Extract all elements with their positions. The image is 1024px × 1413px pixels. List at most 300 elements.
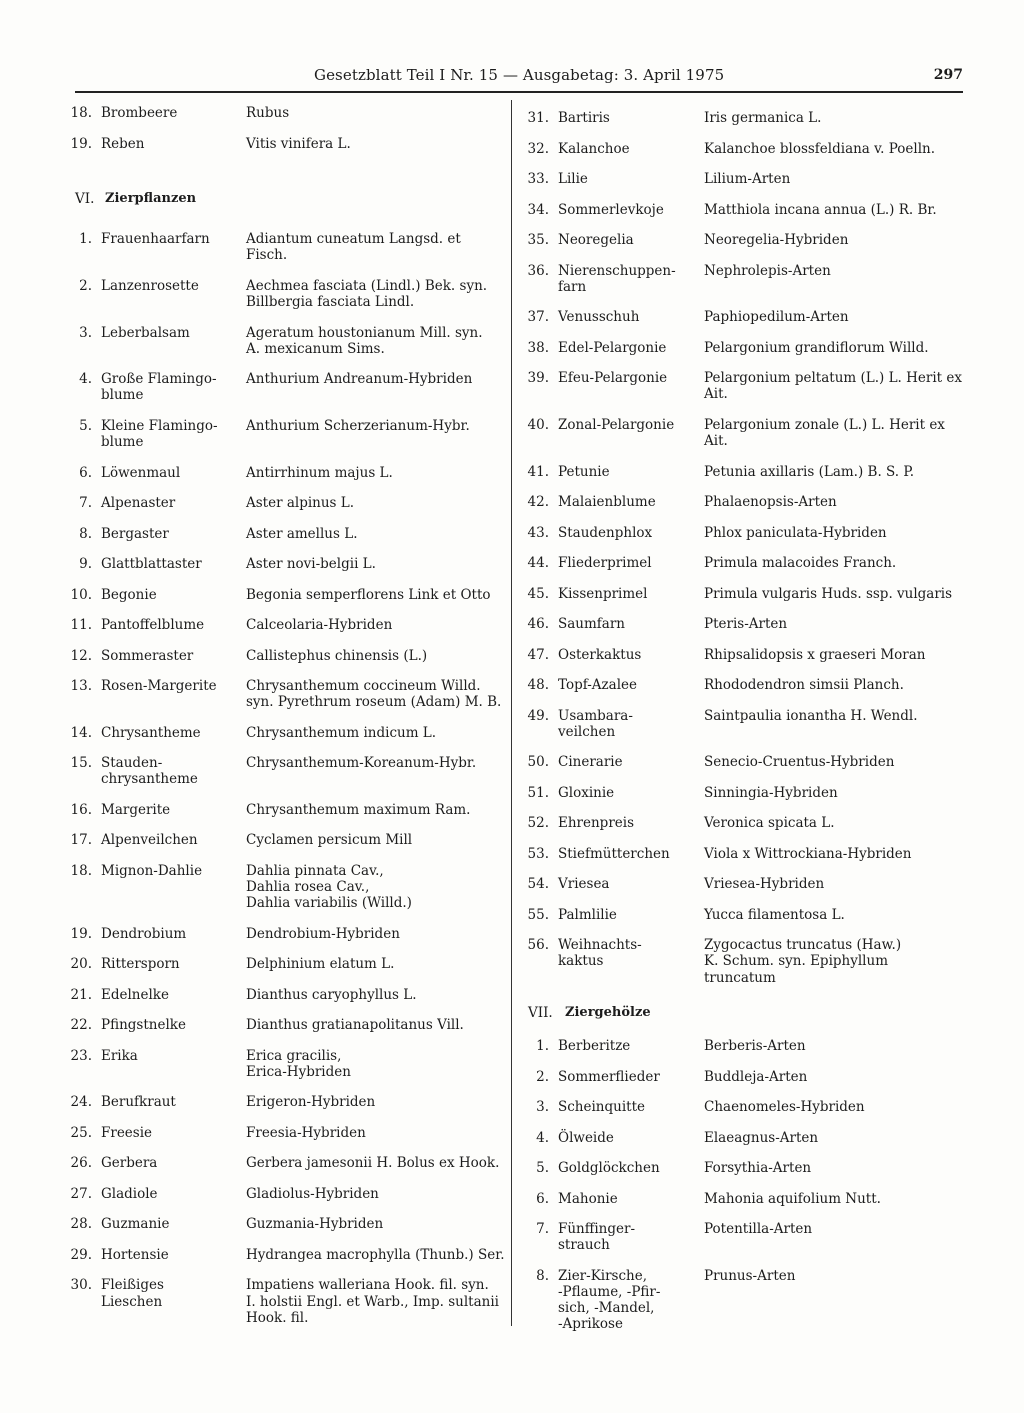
plant-entry [59, 526, 511, 557]
entry-number: 14. [70, 724, 92, 741]
plant-entry [59, 1094, 511, 1125]
common-name-line: Glattblattaster [101, 556, 202, 573]
common-name [558, 1160, 704, 1176]
common-name-line: Petunie [558, 463, 610, 480]
plant-entry [59, 863, 511, 926]
plant-entry [59, 1048, 511, 1095]
botanical-name-line: Neoregelia-Hybriden [704, 232, 849, 248]
common-name-line: Bartiris [558, 110, 610, 126]
plant-entry [516, 815, 1016, 846]
common-name-line: kaktus [558, 953, 604, 970]
botanical-name-line: Paphiopedilum-Arten [704, 309, 849, 326]
plant-entry [516, 141, 1016, 172]
plant-entry [59, 278, 511, 325]
botanical-name-line: Chaenomeles-Hybriden [704, 1099, 865, 1116]
common-name-line: Alpenveilchen [101, 832, 198, 849]
plant-entry [516, 876, 1016, 907]
common-name-line: Cinerarie [558, 754, 623, 771]
plant-entry [59, 1216, 511, 1247]
common-name [558, 1069, 704, 1085]
entry-number: 4. [79, 371, 92, 388]
common-name [558, 417, 704, 433]
plant-entry [516, 586, 1016, 617]
botanical-name-line: Kalanchoe blossfeldiana v. Poelln. [704, 140, 936, 157]
botanical-name-line: Ait. [704, 386, 728, 403]
common-name [101, 278, 246, 294]
common-name-line: Leberbalsam [101, 324, 190, 341]
botanical-name-line: Berberis-Arten [704, 1038, 806, 1055]
botanical-name-line: K. Schum. syn. Epiphyllum [704, 953, 888, 970]
botanical-name-line: Buddleja-Arten [704, 1068, 808, 1085]
botanical-name [704, 647, 925, 663]
entry-number: 46. [527, 616, 549, 633]
entry-number: 54. [527, 876, 549, 893]
botanical-name [704, 464, 914, 480]
botanical-name-line: Matthiola incana annua (L.) R. Br. [704, 201, 937, 218]
botanical-name [246, 832, 412, 848]
botanical-name [246, 526, 357, 542]
common-name-line: Große Flamingo- [101, 371, 217, 388]
entry-number: 1. [79, 231, 92, 248]
botanical-name [246, 587, 491, 603]
botanical-name-line: Potentilla-Arten [704, 1221, 813, 1238]
header-rule [75, 91, 963, 93]
common-name-line: Rosen-Margerite [101, 678, 217, 695]
plant-entry [516, 754, 1016, 785]
botanical-name-line: Nephrolepis-Arten [704, 262, 831, 279]
common-name [101, 1216, 246, 1232]
left-column [59, 105, 511, 1340]
plant-entry [59, 1277, 511, 1340]
entry-number: 9. [79, 556, 92, 573]
entry-number: 8. [79, 525, 92, 542]
plant-entry [516, 785, 1016, 816]
common-name-line: Margerite [101, 801, 171, 818]
entry-number: 7. [79, 495, 92, 512]
common-name [101, 755, 246, 787]
common-name [558, 525, 704, 541]
common-name [101, 863, 246, 879]
botanical-name-line: Dianthus caryophyllus L. [246, 986, 417, 1003]
botanical-name [704, 309, 849, 325]
page-number: 297 [933, 67, 963, 83]
plant-entry [516, 202, 1016, 233]
common-name-line: Kleine Flamingo- [101, 417, 218, 434]
common-name [101, 1048, 246, 1064]
botanical-name [246, 1155, 499, 1171]
common-name-line: Fliederprimel [558, 555, 652, 572]
entry-number: 18. [70, 862, 92, 879]
common-name-line: Erika [101, 1047, 138, 1064]
common-name-line: Löwenmaul [101, 464, 181, 481]
botanical-name [246, 725, 436, 741]
plant-entry [516, 1130, 1016, 1161]
botanical-name [704, 1038, 806, 1054]
entry-number: 19. [70, 925, 92, 942]
botanical-name [246, 802, 470, 818]
plant-entry [59, 556, 511, 587]
botanical-name [704, 525, 887, 541]
common-name-line: Begonie [101, 586, 157, 603]
common-name [101, 617, 246, 633]
common-name-line: Stiefmütterchen [558, 845, 670, 862]
botanical-name-line: Pelargonium zonale (L.) L. Herit ex [704, 416, 945, 433]
botanical-name-line: Dendrobium-Hybriden [246, 925, 400, 942]
common-name [101, 105, 246, 121]
common-name [558, 1099, 704, 1115]
common-name-line: Osterkaktus [558, 646, 642, 663]
common-name-line: Guzmanie [101, 1216, 170, 1233]
botanical-name-line: Pelargonium grandiflorum Willd. [704, 339, 929, 356]
botanical-name [704, 616, 787, 632]
botanical-name-line: Dahlia rosea Cav., [246, 879, 370, 896]
botanical-name [704, 754, 894, 770]
common-name [558, 141, 704, 157]
entry-number: 3. [536, 1099, 549, 1116]
botanical-name [246, 1186, 379, 1202]
common-name-line: Nierenschuppen- [558, 262, 676, 279]
botanical-name [246, 648, 427, 664]
entry-number: 22. [70, 1017, 92, 1034]
common-name [101, 231, 246, 247]
entry-number: 20. [70, 956, 92, 973]
common-name [558, 708, 704, 740]
botanical-name [246, 278, 487, 310]
common-name [558, 1191, 704, 1207]
common-name [101, 1017, 246, 1033]
entry-number: 37. [527, 309, 549, 326]
section-numeral: VI. [75, 191, 95, 207]
common-name-line: Hortensie [101, 1246, 169, 1263]
common-name [101, 926, 246, 942]
common-name-line: Gloxinie [558, 784, 615, 801]
botanical-name-line: Rhipsalidopsis x graeseri Moran [704, 646, 926, 663]
botanical-name-line: Aster alpinus L. [246, 495, 355, 512]
botanical-name-line: Zygocactus truncatus (Haw.) [704, 937, 902, 954]
common-name-line: blume [101, 387, 144, 404]
common-name-line: Freesie [101, 1124, 153, 1141]
entry-number: 44. [527, 555, 549, 572]
botanical-name-line: Senecio-Cruentus-Hybriden [704, 754, 895, 771]
common-name [558, 1268, 704, 1333]
common-name [558, 171, 704, 187]
botanical-name-line: I. holstii Engl. et Warb., Imp. sultanii [246, 1293, 499, 1310]
botanical-name-line: Elaeagnus-Arten [704, 1129, 819, 1146]
common-name [101, 1125, 246, 1141]
botanical-name-line: Aster amellus L. [246, 525, 358, 542]
entry-number: 43. [527, 524, 549, 541]
plant-entry [59, 617, 511, 648]
entry-number: 28. [70, 1216, 92, 1233]
plant-entry [516, 340, 1016, 371]
botanical-name [246, 231, 461, 263]
plant-entry [516, 464, 1016, 495]
plant-entry [516, 846, 1016, 877]
entry-number: 16. [70, 801, 92, 818]
header-title: Gesetzblatt Teil I Nr. 15 — Ausgabetag: 3. April 1975 [314, 66, 725, 84]
botanical-name [704, 1221, 812, 1237]
botanical-name-line: Guzmania-Hybriden [246, 1216, 384, 1233]
entry-number: 24. [70, 1094, 92, 1111]
plant-entry [516, 232, 1016, 263]
botanical-name-line: Adiantum cuneatum Langsd. et [246, 231, 461, 248]
botanical-name [246, 1277, 499, 1326]
plant-entry [59, 587, 511, 618]
entry-number: 29. [70, 1246, 92, 1263]
botanical-name [246, 1247, 504, 1263]
common-name [558, 340, 704, 356]
entry-number: 4. [536, 1129, 549, 1146]
botanical-name-line: syn. Pyrethrum roseum (Adam) M. B. [246, 694, 502, 711]
botanical-name [704, 1130, 818, 1146]
botanical-name-line: Primula vulgaris Huds. ssp. vulgaris [704, 585, 953, 602]
entry-number: 21. [70, 986, 92, 1003]
entry-number: 41. [527, 463, 549, 480]
common-name [558, 937, 704, 969]
section-heading [59, 166, 511, 231]
common-name-line: Lilie [558, 171, 588, 187]
common-name [101, 956, 246, 972]
common-name-line: Frauenhaarfarn [101, 231, 210, 248]
botanical-name-line: Dahlia pinnata Cav., [246, 862, 384, 879]
botanical-name-line: Phalaenopsis-Arten [704, 494, 837, 511]
botanical-name [704, 876, 824, 892]
botanical-name-line: Billbergia fasciata Lindl. [246, 294, 415, 311]
common-name [101, 495, 246, 511]
entry-number: 17. [70, 832, 92, 849]
common-name [558, 785, 704, 801]
entry-number: 8. [536, 1267, 549, 1284]
botanical-name [246, 956, 394, 972]
common-name [558, 1221, 704, 1253]
botanical-name [246, 1216, 383, 1232]
botanical-name-line: Forsythia-Arten [704, 1160, 812, 1177]
plant-entry [59, 725, 511, 756]
botanical-name-line: Lilium-Arten [704, 171, 791, 187]
common-name-line: Rittersporn [101, 956, 180, 973]
botanical-name [246, 863, 412, 912]
entry-number: 6. [536, 1190, 549, 1207]
common-name-line: Reben [101, 135, 145, 152]
entry-number: 19. [70, 135, 92, 152]
plant-entry [59, 1247, 511, 1278]
plant-entry [516, 1069, 1016, 1100]
entry-number: 53. [527, 845, 549, 862]
common-name [558, 110, 704, 126]
botanical-name [246, 465, 393, 481]
plant-entry [59, 136, 511, 167]
botanical-name-line: Ageratum houstonianum Mill. syn. [246, 324, 483, 341]
botanical-name [704, 1099, 865, 1115]
plant-entry [59, 371, 511, 418]
common-name-line: Pfingstnelke [101, 1017, 186, 1034]
botanical-name [246, 495, 354, 511]
plant-entry [516, 309, 1016, 340]
botanical-name [246, 987, 417, 1003]
botanical-name-line: Antirrhinum majus L. [246, 464, 393, 481]
botanical-name [246, 418, 470, 434]
common-name-line: blume [101, 434, 144, 451]
botanical-name [704, 785, 838, 801]
common-name [101, 587, 246, 603]
botanical-name-line: Erigeron-Hybriden [246, 1094, 376, 1111]
plant-entry [516, 1160, 1016, 1191]
botanical-name-line: Prunus-Arten [704, 1267, 796, 1284]
common-name-line: Fleißiges [101, 1277, 164, 1294]
entry-number: 36. [527, 262, 549, 279]
plant-entry [59, 495, 511, 526]
entry-number: 11. [70, 617, 92, 634]
common-name [101, 371, 246, 403]
botanical-name [246, 371, 472, 387]
entry-number: 6. [79, 464, 92, 481]
common-name-line: Vriesea [558, 876, 610, 893]
common-name-line: Malaienblume [558, 494, 656, 511]
botanical-name-line: Freesia-Hybriden [246, 1124, 366, 1141]
entry-number: 38. [527, 339, 549, 356]
common-name-line: Lanzenrosette [101, 277, 199, 294]
plant-entry [516, 263, 1016, 310]
entry-number: 25. [70, 1124, 92, 1141]
plant-entry [59, 926, 511, 957]
common-name-line: chrysantheme [101, 771, 198, 788]
plant-entry [516, 708, 1016, 755]
common-name [101, 1277, 246, 1309]
botanical-name [246, 926, 400, 942]
plant-entry [59, 832, 511, 863]
botanical-name-line: Gerbera jamesonii H. Bolus ex Hook. [246, 1155, 500, 1172]
plant-entry [516, 370, 1016, 417]
entry-number: 45. [527, 585, 549, 602]
common-name-line: -Pflaume, -Pfir- [558, 1284, 661, 1301]
botanical-name [704, 263, 831, 279]
entry-number: 15. [70, 755, 92, 772]
entry-number: 18. [70, 105, 92, 121]
section-title: Zierpflanzen [105, 191, 197, 206]
common-name-line: Sommeraster [101, 647, 194, 664]
entry-number: 2. [536, 1068, 549, 1085]
common-name [558, 616, 704, 632]
common-name [101, 648, 246, 664]
botanical-name [246, 325, 483, 357]
common-name [101, 987, 246, 1003]
common-name-line: Stauden- [101, 755, 163, 772]
entry-number: 2. [79, 277, 92, 294]
common-name [558, 815, 704, 831]
botanical-name-line: Impatiens walleriana Hook. fil. syn. [246, 1277, 489, 1294]
plant-entry [516, 937, 1016, 1000]
common-name-line: Sommerflieder [558, 1068, 660, 1085]
botanical-name-line: Rubus [246, 105, 290, 121]
common-name [101, 556, 246, 572]
plant-entry [59, 231, 511, 278]
common-name [558, 494, 704, 510]
common-name [558, 370, 704, 386]
common-name-line: Zonal-Pelargonie [558, 416, 675, 433]
botanical-name-line: Mahonia aquifolium Nutt. [704, 1190, 881, 1207]
common-name [558, 677, 704, 693]
entry-number: 51. [527, 784, 549, 801]
common-name [558, 1038, 704, 1054]
common-name-line: Palmlilie [558, 906, 617, 923]
common-name-line: Gerbera [101, 1155, 158, 1172]
plant-entry [516, 1099, 1016, 1130]
common-name [101, 678, 246, 694]
botanical-name-line: Anthurium Andreanum-Hybriden [246, 371, 473, 388]
entry-number: 3. [79, 324, 92, 341]
plant-entry [59, 987, 511, 1018]
plant-entry [59, 802, 511, 833]
botanical-name [704, 907, 845, 923]
botanical-name-line: Fisch. [246, 247, 288, 264]
botanical-name [246, 105, 289, 121]
plant-entry [59, 755, 511, 802]
column-divider [511, 100, 512, 1326]
botanical-name-line: Callistephus chinensis (L.) [246, 647, 428, 664]
common-name [101, 725, 246, 741]
common-name [558, 202, 704, 218]
common-name-line: veilchen [558, 723, 616, 740]
common-name-line: Sommerlevkoje [558, 201, 664, 218]
botanical-name [704, 586, 952, 602]
common-name-line: Scheinquitte [558, 1099, 645, 1116]
botanical-name-line: Delphinium elatum L. [246, 956, 395, 973]
entry-number: 34. [527, 201, 549, 218]
botanical-name [704, 555, 896, 571]
plant-entry [516, 907, 1016, 938]
common-name [558, 846, 704, 862]
common-name [101, 136, 246, 152]
common-name [558, 876, 704, 892]
botanical-name-line: Dahlia variabilis (Willd.) [246, 895, 412, 912]
common-name [558, 309, 704, 325]
plant-entry [59, 678, 511, 725]
botanical-name-line: Hook. fil. [246, 1309, 309, 1326]
common-name-line: Efeu-Pelargonie [558, 370, 668, 387]
botanical-name-line: Erica-Hybriden [246, 1063, 351, 1080]
entry-number: 48. [527, 677, 549, 694]
entry-number: 27. [70, 1185, 92, 1202]
botanical-name-line: Petunia axillaris (Lam.) B. S. P. [704, 463, 915, 480]
botanical-name-line: A. mexicanum Sims. [246, 340, 385, 357]
entry-number: 42. [527, 494, 549, 511]
entry-number: 49. [527, 707, 549, 724]
botanical-name-line: Vitis vinifera L. [246, 135, 351, 152]
entry-number: 1. [536, 1038, 549, 1055]
botanical-name [246, 136, 351, 152]
common-name-line: Edelnelke [101, 986, 169, 1003]
botanical-name [704, 937, 901, 986]
botanical-name [704, 202, 937, 218]
common-name [101, 465, 246, 481]
common-name-line: Bergaster [101, 525, 169, 542]
common-name-line: Kissenprimel [558, 585, 648, 602]
plant-entry [516, 616, 1016, 647]
botanical-name-line: Chrysanthemum indicum L. [246, 724, 437, 741]
section-heading [516, 1000, 1016, 1038]
section-numeral: VII. [528, 1005, 553, 1022]
plant-entry [516, 417, 1016, 464]
entry-number: 26. [70, 1155, 92, 1172]
common-name-line: Zier-Kirsche, [558, 1267, 648, 1284]
botanical-name-line: Rhododendron simsii Planch. [704, 677, 904, 694]
entry-number: 30. [70, 1277, 92, 1294]
common-name [558, 907, 704, 923]
botanical-name-line: Primula malacoides Franch. [704, 555, 897, 572]
botanical-name [704, 340, 929, 356]
entry-number: 33. [527, 171, 549, 187]
common-name-line: Neoregelia [558, 232, 634, 248]
